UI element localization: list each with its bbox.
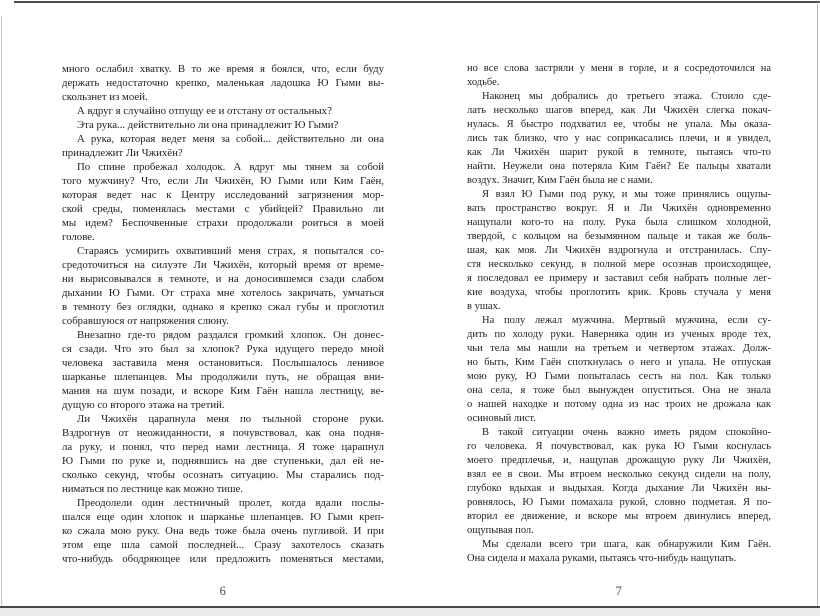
text-line: осиновый лист. xyxy=(467,413,536,424)
text-line: ходьбе. xyxy=(467,77,500,88)
page-corner-notch xyxy=(0,0,14,16)
text-line: ла руку, и понял, что перед нами лестница. Я тоже царапнул xyxy=(62,441,384,453)
page-right xyxy=(410,0,820,616)
text-line: средоточиться на силуэте Ли Чжихён, который время от време- xyxy=(62,259,384,271)
text-line: как Ли Чжихён шарит рукой в темноте, пытаясь что-то xyxy=(467,147,771,158)
text-line: шался еще один хлопок и шарканье шлепанцев. Ю Гыми креп- xyxy=(62,511,384,523)
text-line: в ушах. xyxy=(467,301,501,312)
text-line: ской среды, поменялась местами с убийцей? Правильно ли xyxy=(62,203,384,215)
text-line: Внезапно где-то рядом раздался громкий хлопок. Он донес- xyxy=(77,329,384,341)
text-line: но все слова застряли у меня в горле, и я сосредоточился на xyxy=(467,63,771,74)
text-line: сколько секунд, чтобы осознать ситуацию. Мы старались под- xyxy=(62,469,384,481)
text-line: лать несколько шагов вперед, как Ли Чжихён слегка покач- xyxy=(467,105,771,116)
text-line: шарканье шлепанцев. Мы продолжили путь, не обращая вни- xyxy=(62,371,384,383)
page-number: 6 xyxy=(219,584,227,598)
text-line: мою руку, Ю Гыми попыталась сесть на пол. Как только xyxy=(467,371,771,382)
page-right-text-column xyxy=(467,62,771,566)
text-line: лись так близко, что у нас соприкасались плечи, и я увидел, xyxy=(467,133,771,144)
text-line: нулась. Я быстро подхватил ее, чтобы не упала. Мы оказа- xyxy=(467,119,771,130)
text-line: которая ведет нас к Центру исследований загрязнения мор- xyxy=(62,189,384,201)
text-line: На полу лежал мужчина. Мертвый мужчина, если су- xyxy=(482,315,771,326)
text-line: ниматься по лестнице как можно тише. xyxy=(62,483,244,495)
text-line: чьи тела мы нашли на третьем и четвертом этажах. Долж- xyxy=(467,343,771,354)
text-line: мы идем? Беспочвенные страхи продолжали роиться в моей xyxy=(62,217,384,229)
text-line: А вдруг я случайно отпущу ее и отстану от остальных? xyxy=(77,105,332,117)
text-line: Я взял Ю Гыми под руку, и мы тоже принялись ощупы- xyxy=(482,189,771,200)
text-line: что-нибудь ободряющее или предложить поменяться местами, xyxy=(62,553,384,565)
text-line: воздух. Значит, Ким Гаён была не с нами. xyxy=(467,175,653,186)
text-line: мания на шум позади, и вскоре Ким Гаён нашла лестницу, ве- xyxy=(62,385,384,397)
text-line: дить по холоду руки. Наверняка один из ученых вроде тех, xyxy=(467,329,771,340)
text-line: По спине пробежал холодок. А вдруг мы тянем за собой xyxy=(77,161,384,173)
text-line: твердой, с кольцом на безымянном пальце и такая же боль- xyxy=(467,231,771,242)
text-line: кие воздуха, чтобы проглотить крик. Кровь стучала у меня xyxy=(467,287,771,298)
text-line: собравшуюся от напряжения слюну. xyxy=(62,315,229,327)
text-line: найти. Неужели она потеряла Ким Гаён? Ее пальцы хватали xyxy=(467,161,771,172)
text-line: дыхании Ю Гыми. От страха мне хотелось закричать, умчаться xyxy=(62,287,384,299)
text-line: Она сидела и махала руками, пытаясь что-нибудь нащупать. xyxy=(467,553,737,564)
text-line: взял ее в свои. Мы втроем несколько секунд сидели на полу, xyxy=(467,469,771,480)
text-line: того мужчину? Что, если Ли Чжихён, Ю Гыми или Ким Гаён, xyxy=(62,175,384,187)
text-line: Ю Гыми по руке и, поднявшись на две ступеньки, дал ей не- xyxy=(62,455,384,467)
text-line: ся сзади. Что это был за хлопок? Рука идущего передо мной xyxy=(62,343,384,355)
text-line: Наконец мы добрались до третьего этажа. Стоило сде- xyxy=(482,91,771,102)
text-line: Мы сделали всего три шага, как обнаружили Ким Гаён. xyxy=(482,539,771,550)
text-line: скользнет из моей. xyxy=(62,91,148,103)
text-line: много ослабил хватку. В то же время я боялся, что, если буду xyxy=(62,63,384,75)
text-line: голове. xyxy=(62,231,95,243)
text-line: Преодолели один лестничный пролет, когда вдали послы- xyxy=(77,497,384,509)
text-line: в темноту без оглядки, однако я крепко сжал губы и проглотил xyxy=(62,301,384,313)
text-line: вторил ее движение, и вскоре мы втроем двинулись вперед, xyxy=(467,511,771,522)
text-line: ощупывая пол. xyxy=(467,525,534,536)
text-line: Эта рука... действительно ли она принадлежит Ю Гыми? xyxy=(77,119,339,131)
text-line: ни вырисовывался в темноте, и на доносившемся сзади слабом xyxy=(62,273,384,285)
text-line: нащупали кого-то на полу. Рука была слишком холодной, xyxy=(467,217,771,228)
text-line: Ли Чжихён царапнула меня по тыльной стороне руки. xyxy=(77,413,384,425)
text-line: держать недостаточно крепко, маленькая ладошка Ю Гыми вы- xyxy=(62,77,384,89)
text-line: этом еще шла самой последней... Сразу захотелось сказать xyxy=(62,539,384,551)
text-line: дущую со второго этажа на третий. xyxy=(62,399,225,411)
page-frame-right-border xyxy=(817,2,818,607)
page-left-text-column xyxy=(62,62,384,566)
text-line: я последовал ее примеру и заставил себя набрать полные лег- xyxy=(467,273,771,284)
page-frame-left-border xyxy=(1,2,2,607)
text-line: принадлежит Ли Чжихён? xyxy=(62,147,183,159)
text-line: В такой ситуации очень важно иметь рядом спокойно- xyxy=(482,427,771,438)
text-line: Стараясь усмирить охвативший меня страх, я попытался со- xyxy=(77,245,384,257)
page-frame-top-border xyxy=(0,1,820,3)
text-line: ко сжала мою руку. Она ведь тоже была очень пугливой. И при xyxy=(62,525,384,537)
text-line: но быть, Ким Гаён споткнулась о него и упала. Не отпуская xyxy=(467,357,771,368)
page-frame-bottom-shadow xyxy=(0,606,820,616)
text-line: человека заставила меня остановиться. Послышалось ленивое xyxy=(62,357,384,369)
page-number: 7 xyxy=(615,584,623,598)
text-line: о нашей находке и потому одна из нас троих не дрожала как xyxy=(467,399,771,410)
text-line: глубоко вдыхая и выдыхая. Когда дыхание Ли Чжихён вы- xyxy=(467,483,771,494)
text-line: стя несколько секунд, в полной мере осознав происходящее, xyxy=(467,259,771,270)
text-line: вать пространство вокруг. Я и Ли Чжихён одновременно xyxy=(467,203,771,214)
text-line: А рука, которая ведет меня за собой... действительно ли она xyxy=(77,133,384,145)
text-line: ровнялось, Ю Гыми помахала рукой, словно подметая. Я по- xyxy=(467,497,771,508)
text-line: го человека. Я почувствовал, как рука Ю Гыми коснулась xyxy=(467,441,771,452)
text-line: моего предплечья, и, нащупав дрожащую руку Ли Чжихён, xyxy=(467,455,771,466)
text-line: она села, я тоже был вынужден опуститься. Она не знала xyxy=(467,385,771,396)
text-line: шая, как моя. Ли Чжихён вздрогнула и отстранилась. Спу- xyxy=(467,245,771,256)
text-line: Вздрогнув от неожиданности, я почувствовал, как она подня- xyxy=(62,427,384,439)
